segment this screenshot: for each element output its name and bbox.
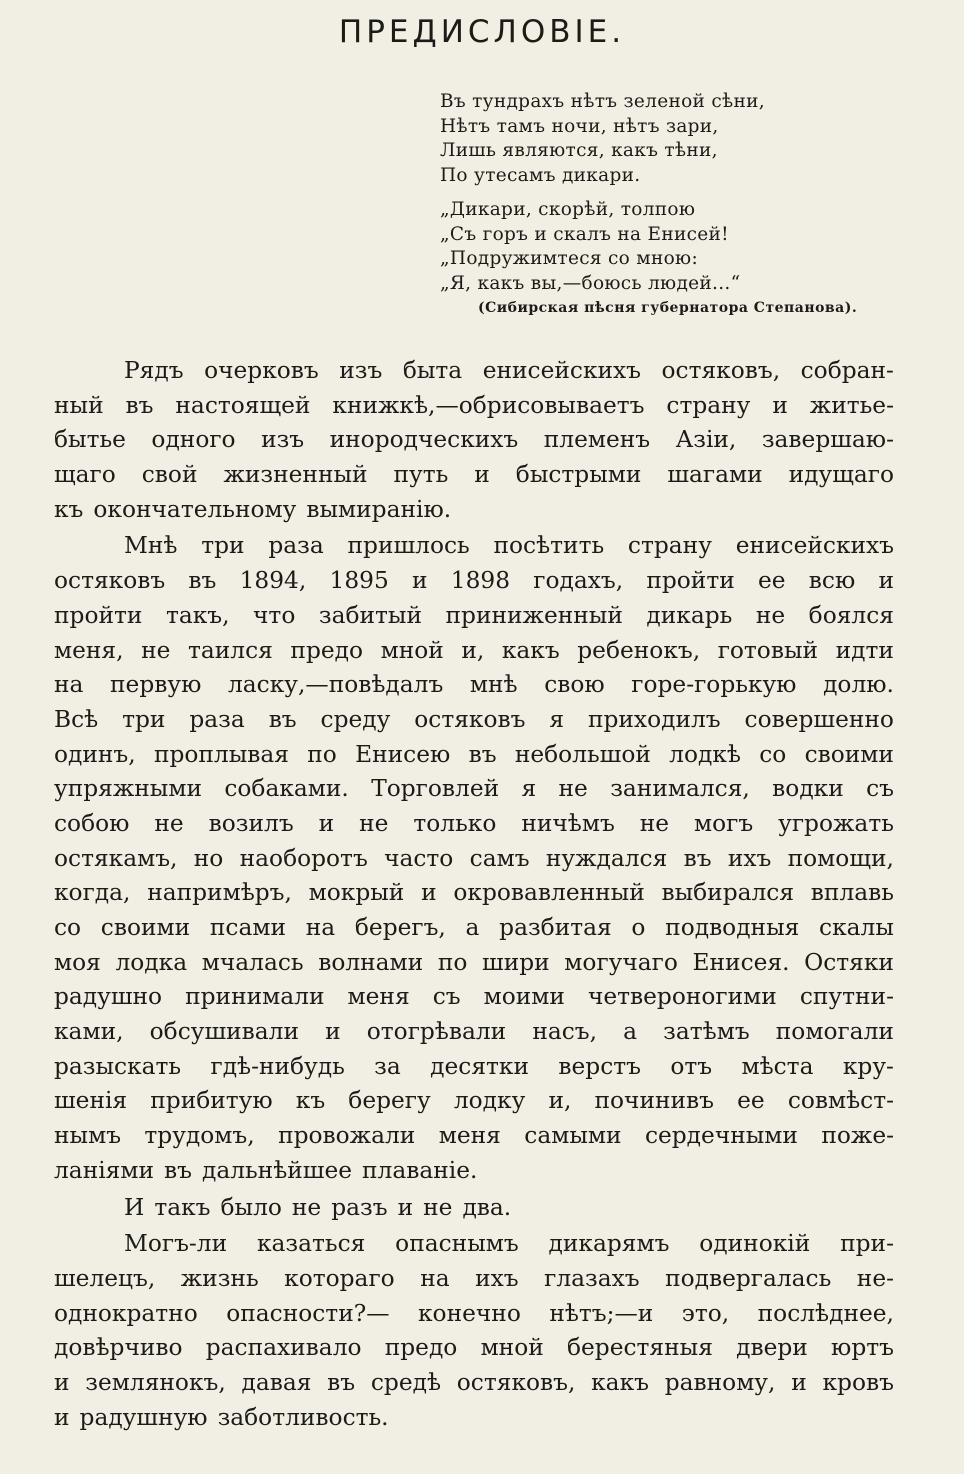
text-line: довѣрчиво распахивало предо мной берестяныя двери юртъ <box>54 1334 894 1362</box>
body-text <box>54 354 894 1435</box>
text-line: разыскать гдѣ-нибудь за десятки верстъ отъ мѣста кру- <box>54 1052 894 1080</box>
page-title: ПРЕДИСЛОВІЕ. <box>338 14 626 50</box>
verse-line: По утесамъ дикари. <box>440 164 641 186</box>
text-line: шелецъ, жизнь котораго на ихъ глазахъ подвергалась не- <box>54 1264 894 1292</box>
text-line: меня, не таился предо мной и, какъ ребенокъ, готовый идти <box>54 636 894 664</box>
text-line: радушно принимали меня съ моими четвероногими спутни- <box>54 983 894 1011</box>
text-line: Могъ-ли казаться опаснымъ дикарямъ одинокій при- <box>124 1230 894 1258</box>
text-line: и радушную заботливость. <box>54 1403 389 1431</box>
text-line: когда, напримѣръ, мокрый и окровавленный выбирался вплавь <box>54 879 894 907</box>
epigraph-stanza-1 <box>440 90 940 188</box>
text-line: со своими псами на берегъ, а разбитая о подводныя скалы <box>54 914 894 941</box>
paragraph <box>54 354 894 527</box>
verse-line: Нѣтъ тамъ ночи, нѣтъ зари, <box>440 115 719 137</box>
verse-line: „Дикари, скорѣй, толпою <box>440 199 696 220</box>
text-line: къ окончательному вымиранію. <box>54 495 452 523</box>
text-line: и землянокъ, давая въ средѣ остяковъ, какъ равному, и кровъ <box>54 1368 894 1396</box>
verse-line: „Подружимтеся со мною: <box>440 248 698 269</box>
paragraph <box>54 529 894 1188</box>
text-line: собою не возилъ и не только ничѣмъ не могъ угрожать <box>54 809 894 837</box>
text-line: щаго свой жизненный путь и быстрыми шагами идущаго <box>54 461 894 489</box>
text-line: Всѣ три раза въ среду остяковъ я приходилъ совершенно <box>54 705 894 733</box>
epigraph-attribution: (Сибирская пѣсня губернатора Степанова). <box>478 300 858 316</box>
paragraph <box>54 1191 894 1226</box>
verse-line: „Я, какъ вы,—боюсь людей...“ <box>440 272 741 294</box>
text-line: моя лодка мчалась волнами по шири могучаго Енисея. Остяки <box>54 948 894 976</box>
text-line: И такъ было не разъ и не два. <box>124 1193 512 1221</box>
verse-line: Лишь являются, какъ тѣни, <box>440 140 718 161</box>
text-line: бытье одного изъ инородческихъ племенъ Азіи, завершаю- <box>54 426 894 454</box>
text-line: Рядъ очерковъ изъ быта енисейскихъ остяковъ, собран- <box>124 357 894 384</box>
text-line: остяковъ въ 1894, 1895 и 1898 годахъ, пройти ее всю и <box>54 567 894 595</box>
text-line: остякамъ, но наоборотъ часто самъ нуждался въ ихъ помощи, <box>54 844 894 872</box>
text-line: упряжными собаками. Торговлей я не занимался, водки съ <box>54 775 894 803</box>
text-line: Мнѣ три раза пришлось посѣтить страну енисейскихъ <box>124 532 894 560</box>
text-line: одинъ, проплывая по Енисею въ небольшой лодкѣ со своими <box>54 740 894 768</box>
verse-line: Въ тундрахъ нѣтъ зеленой сѣни, <box>440 91 765 112</box>
text-line: ками, обсушивали и отогрѣвали насъ, а затѣмъ помогали <box>54 1018 894 1046</box>
epigraph-stanza-2 <box>440 198 940 296</box>
text-line: однократно опасности?— конечно нѣтъ;—и это, послѣднее, <box>54 1299 894 1327</box>
text-line: на первую ласку,—повѣдалъ мнѣ свою горе-горькую долю. <box>54 671 894 699</box>
epigraph <box>440 90 940 306</box>
paragraph <box>54 1227 894 1435</box>
text-line: нымъ трудомъ, провожали меня самыми сердечными поже- <box>54 1122 894 1150</box>
text-line: ланіями въ дальнѣйшее плаваніе. <box>54 1156 478 1184</box>
text-line: ный въ настоящей книжкѣ,—обрисовываетъ страну и житье- <box>54 391 894 419</box>
text-line: шенія прибитую къ берегу лодку и, починивъ ее совмѣст- <box>54 1087 894 1115</box>
text-line: пройти такъ, что забитый приниженный дикарь не боялся <box>54 601 894 629</box>
verse-line: „Съ горъ и скалъ на Енисей! <box>440 223 729 245</box>
